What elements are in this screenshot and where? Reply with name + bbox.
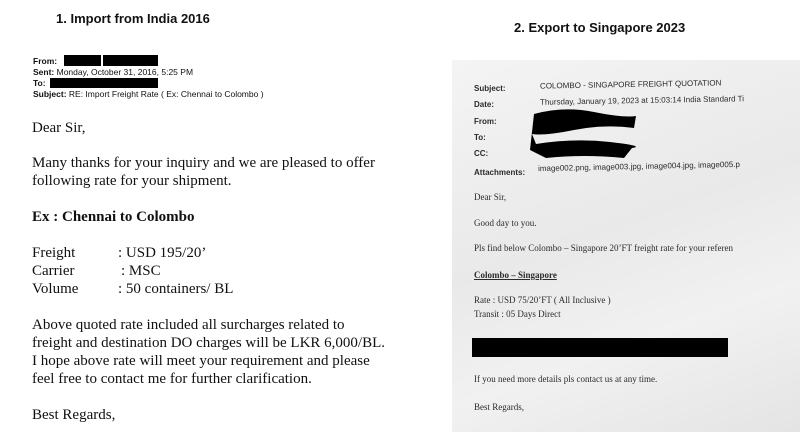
photo-rate: Rate : USD 75/20’FT ( All Inclusive ) — [474, 295, 611, 305]
photo-attachments-value: image002.png, image003.jpg, image004.jpg, image005.p — [537, 159, 740, 174]
photo-date-value: Thursday, January 19, 2023 at 15:03:14 India Standard Ti — [539, 94, 745, 107]
photo-cc-label: CC: — [474, 149, 489, 158]
subject-label: Subject: — [33, 89, 67, 99]
photo-good-day: Good day to you. — [474, 218, 537, 228]
photo-date-label: Date: — [474, 100, 495, 109]
left-route: Ex : Chennai to Colombo — [32, 209, 195, 225]
photo-route: Colombo – Singapore — [474, 270, 557, 280]
left-sent-row — [33, 67, 193, 78]
left-closing-line-1: Above quoted rate included all surcharges related to — [32, 317, 345, 333]
to-label: To: — [33, 78, 46, 88]
right-heading: 2. Export to Singapore 2023 — [514, 20, 686, 35]
left-subject-row — [33, 89, 264, 100]
photo-to-label: To: — [474, 133, 486, 142]
left-closing-line-4: feel free to contact me for further clarification. — [32, 371, 312, 387]
detail-label-carrier: Carrier — [32, 263, 75, 279]
photographed-email — [452, 60, 800, 432]
photo-find-below: Pls find below Colombo – Singapore 20’FT freight rate for your referen — [474, 243, 734, 253]
photo-subject-label: Subject: — [474, 84, 506, 93]
photo-regards: Best Regards, — [474, 402, 524, 412]
photo-more-details: If you need more details pls contact us at any time. — [474, 374, 658, 384]
photo-scribble-redaction — [524, 104, 642, 162]
sent-label: Sent: — [33, 67, 55, 77]
photo-from-label: From: — [474, 117, 497, 126]
left-regards: Best Regards, — [32, 407, 116, 423]
left-heading: 1. Import from India 2016 — [56, 11, 210, 26]
redaction-to — [50, 78, 158, 88]
detail-label-volume: Volume — [32, 281, 79, 297]
sent-value: Monday, October 31, 2016, 5:25 PM — [56, 67, 194, 77]
left-intro-line-2: following rate for your shipment. — [32, 173, 232, 189]
photo-transit: Transit : 05 Days Direct — [474, 309, 561, 319]
detail-value-freight: : USD 195/20’ — [118, 245, 207, 261]
redaction-from-2 — [103, 55, 158, 66]
left-to-row — [33, 78, 46, 89]
left-from-row — [33, 56, 57, 67]
left-closing-line-2: freight and destination DO charges will be LKR 6,000/BL. — [32, 335, 385, 351]
photo-redaction-bar — [472, 338, 728, 357]
left-greeting: Dear Sir, — [32, 120, 86, 136]
redaction-from-1 — [64, 55, 101, 66]
left-closing-line-3: I hope above rate will meet your requirement and please — [32, 353, 370, 369]
photo-subject-value: COLOMBO - SINGAPORE FREIGHT QUOTATION — [539, 78, 722, 91]
photo-greeting: Dear Sir, — [474, 192, 507, 202]
subject-value: RE: Import Freight Rate ( Ex: Chennai to Colombo ) — [68, 89, 264, 99]
photo-attachments-label: Attachments: — [474, 168, 526, 177]
from-label: From: — [33, 56, 58, 66]
detail-value-volume: : 50 containers/ BL — [118, 281, 234, 297]
detail-label-freight: Freight — [32, 245, 76, 261]
detail-value-carrier: : MSC — [121, 263, 161, 279]
left-intro-line-1: Many thanks for your inquiry and we are pleased to offer — [32, 155, 375, 171]
